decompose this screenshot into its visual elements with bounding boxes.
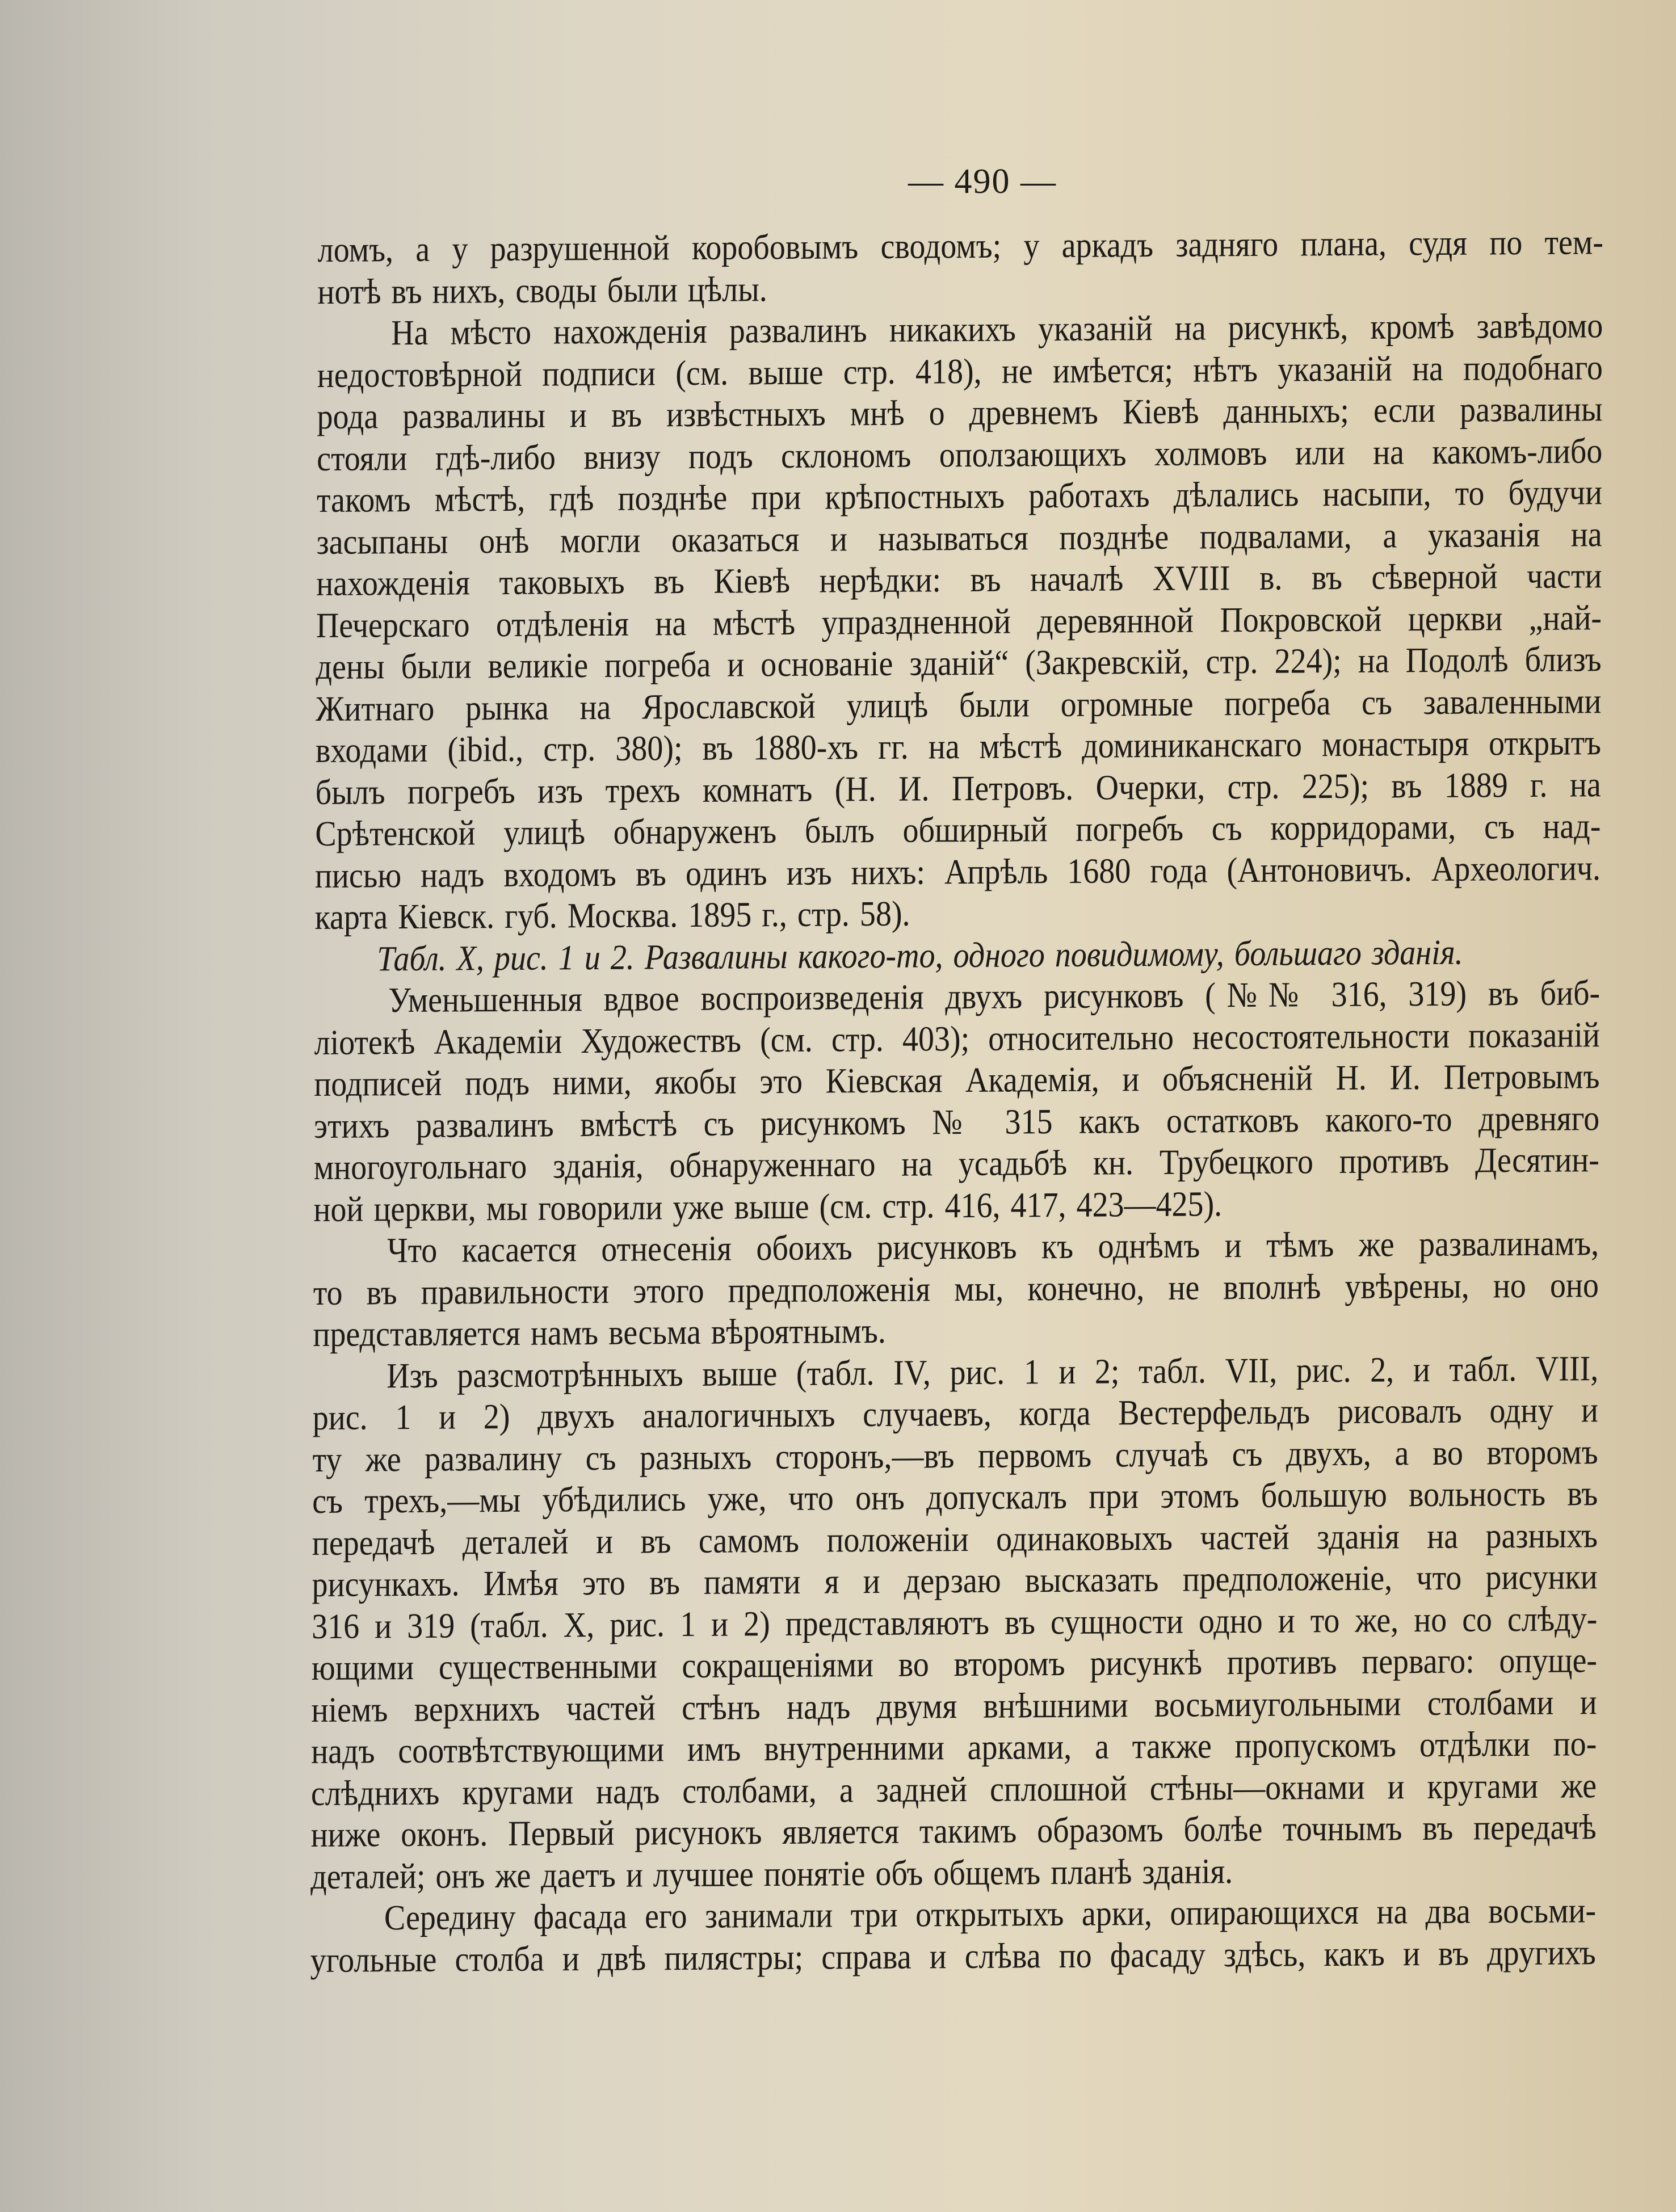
text-line: былъ погребъ изъ трехъ комнатъ (Н. И. Петровъ. Очерки, стр. 225); въ 1889 г. на (315, 764, 1601, 813)
text-line: Срѣтенской улицѣ обнаруженъ былъ обширный погребъ съ корридорами, съ над- (315, 806, 1601, 854)
text-line: деталей; онъ же даетъ и лучшее понятіе объ общемъ планѣ зданія. (310, 1851, 1233, 1897)
paragraph (313, 973, 1600, 1231)
text-line: Середину фасада его занимали три открытыхъ арки, опирающихся на два восьми- (384, 1891, 1597, 1938)
text-line: съ трехъ,—мы убѣдились уже, что онъ допускалъ при этомъ большую вольность въ (312, 1474, 1598, 1521)
text-line: недостовѣрной подписи (см. выше стр. 418), не имѣется; нѣтъ указаній на подобнаго (317, 347, 1603, 396)
text-line: ющими существенными сокращеніями во второмъ рисункѣ противъ перваго: опуще- (311, 1641, 1598, 1688)
text-line: Печерскаго отдѣленія на мѣстѣ упраздненной деревянной Покровской церкви „най- (316, 598, 1602, 646)
text-line: угольные столба и двѣ пилястры; справа и слѣва по фасаду здѣсь, какъ и въ другихъ (310, 1932, 1596, 1980)
text-line: писью надъ входомъ въ одинъ изъ нихъ: Апрѣль 1680 года (Антоновичъ. Археологич. (314, 848, 1601, 896)
page-body-text (310, 222, 1604, 1982)
text-line: ниже оконъ. Первый рисунокъ является такимъ образомъ болѣе точнымъ въ передачѣ (310, 1807, 1597, 1855)
text-line: рис. 1 и 2) двухъ аналогичныхъ случаевъ, когда Вестерфельдъ рисовалъ одну и (312, 1390, 1599, 1438)
paragraph (313, 1223, 1599, 1356)
text-line: Житнаго рынка на Ярославской улицѣ были огромные погреба съ заваленными (316, 681, 1602, 729)
text-line: этихъ развалинъ вмѣстѣ съ рисункомъ № 315 какъ остатковъ какого-то древняго (313, 1098, 1600, 1146)
text-line: передачѣ деталей и въ самомъ положеніи одинаковыхъ частей зданія на разныхъ (312, 1515, 1598, 1563)
text-line: многоугольнаго зданія, обнаруженнаго на усадьбѣ кн. Трубецкого противъ Десятин- (313, 1140, 1600, 1188)
text-line: то въ правильности этого предположенія мы, конечно, не вполнѣ увѣрены, но оно (313, 1265, 1599, 1313)
text-line: нахожденія таковыхъ въ Кіевѣ нерѣдки: въ началѣ XVIII в. въ сѣверной части (316, 556, 1602, 604)
text-line: ніемъ верхнихъ частей стѣнъ надъ двумя внѣшними восьмиугольными столбами и (311, 1682, 1597, 1730)
text-line: На мѣсто нахожденія развалинъ никакихъ указаній на рисункѣ, кромѣ завѣдомо (391, 306, 1603, 353)
paragraph (317, 222, 1603, 313)
text-line: рода развалины и въ извѣстныхъ мнѣ о древнемъ Кіевѣ данныхъ; если развалины (317, 389, 1603, 437)
text-line: ломъ, а у разрушенной коробовымъ сводомъ; у аркадъ задняго плана, судя по тем- (317, 222, 1604, 270)
page-number: — 490 — (908, 162, 1057, 201)
text-line: представляется намъ весьма вѣроятнымъ. (313, 1311, 887, 1355)
text-line: такомъ мѣстѣ, гдѣ позднѣе при крѣпостныхъ работахъ дѣлались насыпи, то будучи (316, 473, 1603, 520)
text-line: 316 и 319 (табл. X, рис. 1 и 2) представляютъ въ сущности одно и то же, но со слѣду- (312, 1599, 1598, 1647)
text-line: ту же развалину съ разныхъ сторонъ,—въ первомъ случаѣ съ двухъ, а во второмъ (312, 1432, 1598, 1480)
paragraph (310, 1348, 1598, 1898)
text-line: входами (ibid., стр. 380); въ 1880-хъ гг. на мѣстѣ доминиканскаго монастыря открытъ (315, 723, 1602, 771)
text-line: ной церкви, мы говорили уже выше (см. стр. 416, 417, 423—425). (313, 1184, 1223, 1230)
text-line: стояли гдѣ-либо внизу подъ склономъ оползающихъ холмовъ или на какомъ-либо (317, 431, 1603, 479)
text-line: засыпаны онѣ могли оказаться и называться позднѣе подвалами, а указанія на (316, 514, 1602, 562)
text-line: надъ соотвѣтствующими имъ внутренними арками, а также пропускомъ отдѣлки по- (311, 1724, 1597, 1772)
text-line: дены были великіе погреба и основаніе зданій“ (Закревскій, стр. 224); на Подолѣ близъ (316, 640, 1602, 687)
text-line: слѣднихъ кругами надъ столбами, а задней сплошной стѣны—окнами и кругами же (310, 1765, 1597, 1814)
paragraph (315, 305, 1603, 939)
text-line: карта Кіевск. губ. Москва. 1895 г., стр. 58). (314, 894, 910, 937)
text-line: подписей подъ ними, якобы это Кіевская Академія, и объясненій Н. И. Петровымъ (314, 1057, 1600, 1104)
text-line: рисункахъ. Имѣя это въ памяти я и дерзаю высказать предположеніе, что рисунки (312, 1557, 1598, 1605)
text-line: Изъ разсмотрѣнныхъ выше (табл. IV, рис. 1 и 2; табл. VII, рис. 2, и табл. VIII, (387, 1348, 1599, 1396)
text-line: ліотекѣ Академіи Художествъ (см. стр. 403); относительно несостоятельности показаній (314, 1015, 1601, 1063)
text-line: нотѣ въ нихъ, своды были цѣлы. (317, 269, 767, 312)
text-line: Уменьшенныя вдвое воспроизведенія двухъ рисунковъ (№№ 316, 319) въ биб- (388, 973, 1601, 1020)
text-line: Табл. X, рис. 1 и 2. Развалины какого-то, одного повидимому, большаго зданія. (377, 932, 1463, 979)
text-line: Что касается отнесенія обоихъ рисунковъ къ однѣмъ и тѣмъ же развалинамъ, (387, 1223, 1599, 1271)
paragraph (310, 1890, 1597, 1982)
